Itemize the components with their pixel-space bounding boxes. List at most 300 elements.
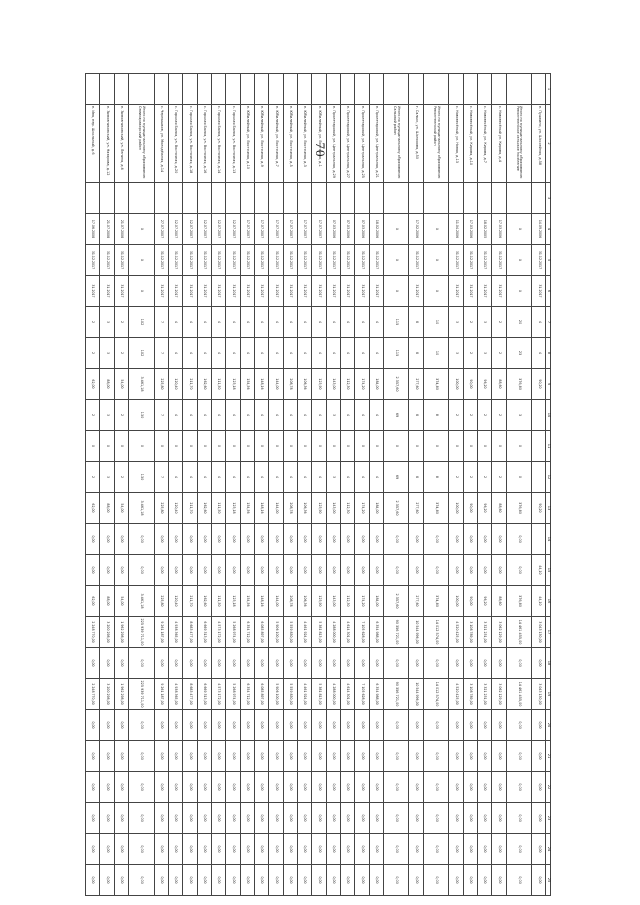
table-cell: 0,00	[532, 803, 546, 834]
table-cell	[100, 183, 114, 214]
table-cell: 0,00	[383, 710, 409, 741]
table-cell: 174,20	[355, 369, 369, 400]
table-cell	[183, 183, 197, 214]
table-cell: 0,00	[423, 648, 449, 679]
table-cell: 4 520 425,00	[449, 679, 463, 710]
table-cell: 4	[340, 400, 354, 431]
table-cell: 4	[254, 400, 268, 431]
table-cell: 102	[129, 338, 155, 369]
table-cell: 14 461 455,00	[506, 617, 532, 648]
address-cell: п. Зимовниковский, ул. Назарова, д.12	[100, 105, 114, 183]
table-cell: 0,00	[449, 834, 463, 865]
table-cell: 0,00	[355, 772, 369, 803]
table-cell: 0,00	[183, 524, 197, 555]
table-cell	[532, 462, 546, 493]
table-cell: 4	[226, 338, 240, 369]
table-cell: 4 614 301,00	[340, 617, 354, 648]
table-cell: 4	[369, 338, 383, 369]
column-number: 16	[546, 586, 551, 617]
column-number: 2	[546, 105, 551, 183]
table-cell: 0,00	[86, 741, 100, 772]
table-cell: 4	[269, 462, 283, 493]
table-cell: 184,00	[369, 493, 383, 524]
table-cell	[86, 183, 100, 214]
table-cell: 88,60	[492, 586, 506, 617]
table-cell: 225,80	[154, 586, 168, 617]
table-cell: 0	[254, 431, 268, 462]
table-cell: 1 962 298,00	[114, 679, 128, 710]
table-cell: 6 354 712,00	[240, 679, 254, 710]
table-cell: 0	[154, 431, 168, 462]
resettlement-table	[85, 73, 551, 896]
table-cell: 0,00	[492, 648, 506, 679]
table-cell: 0,00	[211, 834, 225, 865]
address-cell: п. Зимовниковский, ул. Ленина, д.6	[114, 105, 128, 183]
table-cell: 0,00	[369, 865, 383, 896]
table-cell	[326, 183, 340, 214]
table-cell: 0,00	[355, 524, 369, 555]
table-cell: 0,00	[340, 772, 354, 803]
table-cell: 12.07.2007	[183, 214, 197, 245]
table-cell: 0,00	[154, 710, 168, 741]
table-cell: 0,00	[226, 834, 240, 865]
table-cell: 0,00	[100, 524, 114, 555]
table-cell: 90,00	[463, 369, 477, 400]
table-cell: 4	[168, 338, 182, 369]
table-cell: 5 559 830,00	[283, 617, 297, 648]
table-cell	[463, 183, 477, 214]
table-cell: 31.12.2017	[86, 245, 100, 276]
table-cell: 0,00	[297, 803, 311, 834]
table-cell: 0,00	[326, 710, 340, 741]
table-cell: 4	[168, 400, 182, 431]
table-cell: 31.2017	[409, 276, 423, 307]
table-cell: 0,00	[226, 524, 240, 555]
table-cell: 6 085 897,00	[254, 679, 268, 710]
table-cell: 111,50	[211, 493, 225, 524]
table-cell: 3 200 298,00	[100, 679, 114, 710]
table-cell: 102	[129, 307, 155, 338]
table-body	[86, 74, 546, 896]
table-cell	[355, 74, 369, 105]
table-cell: 54,00	[114, 493, 128, 524]
table-cell: 225,80	[154, 369, 168, 400]
table-cell: 17.07.2007	[283, 214, 297, 245]
table-cell: 374,80	[423, 586, 449, 617]
column-number: 18	[546, 648, 551, 679]
table-cell: 2	[86, 338, 100, 369]
table-cell: 0,00	[114, 648, 128, 679]
table-cell: 0,00	[197, 710, 211, 741]
table-cell: 5 268 974,00	[226, 679, 240, 710]
table-cell: 4	[197, 307, 211, 338]
table-cell: 21.07.2008	[114, 214, 128, 245]
table-cell: 12.07.2007	[226, 214, 240, 245]
table-cell	[477, 183, 491, 214]
table-cell: 6 354 712,00	[240, 617, 254, 648]
column-number: 1	[546, 74, 551, 105]
table-cell: 0,00	[312, 710, 326, 741]
table-cell: 4	[355, 307, 369, 338]
table-cell: 07.03.2006	[355, 214, 369, 245]
table-cell: 0,00	[449, 710, 463, 741]
table-cell: 31.2017	[477, 276, 491, 307]
table-cell: 0,00	[492, 710, 506, 741]
table-cell: 0	[477, 431, 491, 462]
table-cell: 0,00	[226, 803, 240, 834]
table-cell: 0,00	[168, 865, 182, 896]
table-cell: 0,00	[409, 555, 423, 586]
table-cell: 3 108 789,00	[463, 617, 477, 648]
table-cell: 0,00	[340, 555, 354, 586]
table-cell: 6 669 313,00	[197, 679, 211, 710]
table-cell: 7	[154, 338, 168, 369]
table-cell: 0,00	[340, 803, 354, 834]
table-cell: 0,00	[340, 834, 354, 865]
table-cell: 31.12.2017	[463, 245, 477, 276]
table-cell	[355, 183, 369, 214]
table-cell: 31.2017	[183, 276, 197, 307]
table-cell: 0,00	[154, 772, 168, 803]
table-cell: 07.03.2006	[326, 214, 340, 245]
table-cell: 0,00	[254, 834, 268, 865]
table-cell: 2	[86, 307, 100, 338]
table-cell: 0,00	[312, 772, 326, 803]
table-cell: 4	[297, 338, 311, 369]
table-cell: 2 357,60	[383, 369, 409, 400]
table-cell: 2 357,60	[383, 586, 409, 617]
table-cell: 115	[383, 307, 409, 338]
column-number: 11	[546, 431, 551, 462]
table-row	[326, 74, 340, 896]
table-cell: 0,00	[409, 803, 423, 834]
table-cell: 0,00	[355, 865, 369, 896]
table-cell: 4	[226, 307, 240, 338]
table-cell: 4	[340, 307, 354, 338]
table-cell: 0,00	[129, 741, 155, 772]
table-row	[340, 74, 354, 896]
address-cell: п. Юбилейный, ул. Восточная, д.7	[269, 105, 283, 183]
table-cell: 0,00	[492, 834, 506, 865]
table-cell: 0,00	[355, 710, 369, 741]
address-cell: п. Пролетарский, ул. Центральная, д.21	[369, 105, 383, 183]
table-cell: 4 614 301,00	[340, 679, 354, 710]
table-cell: 2	[86, 462, 100, 493]
table-cell: 3 108 789,00	[463, 679, 477, 710]
table-cell: 0,00	[197, 741, 211, 772]
table-row	[532, 74, 546, 896]
total-row	[423, 74, 449, 896]
table-cell: 2 248 770,00	[86, 679, 100, 710]
table-cell: 3	[100, 307, 114, 338]
table-cell: 0,00	[183, 865, 197, 896]
table-cell: 6 354 988,00	[369, 617, 383, 648]
table-cell: 10 544 996,00	[409, 617, 423, 648]
table-cell: 31.2017	[269, 276, 283, 307]
address-cell: п. Пролетарский, ул. Центральная, д.27	[340, 105, 354, 183]
table-cell: 31.12.2017	[114, 245, 128, 276]
table-cell: 4	[197, 400, 211, 431]
table-cell: 0,00	[269, 803, 283, 834]
table-cell: 123,90	[312, 493, 326, 524]
table-cell: 144,00	[269, 493, 283, 524]
table-cell: 0,00	[100, 865, 114, 896]
table-cell: 4	[211, 462, 225, 493]
table-cell	[423, 74, 449, 105]
table-cell: 0,00	[326, 772, 340, 803]
table-cell	[129, 183, 155, 214]
table-cell: 0,00	[477, 772, 491, 803]
table-cell: 0,00	[423, 865, 449, 896]
table-cell	[114, 74, 128, 105]
table-cell: 106,36	[297, 586, 311, 617]
table-cell: 0,00	[183, 741, 197, 772]
table-cell: 0,00	[506, 555, 532, 586]
table-cell: 4	[211, 338, 225, 369]
address-cell: с. Горькая Балка, ул. Восточная, д.20	[168, 105, 182, 183]
table-cell: 17.02.2006	[409, 214, 423, 245]
table-cell: 5 381 813,00	[312, 679, 326, 710]
table-cell: 31.12.2017	[340, 245, 354, 276]
table-cell: 0,00	[383, 834, 409, 865]
table-cell: 0,00	[383, 555, 409, 586]
table-cell: 376,80	[506, 369, 532, 400]
table-cell: 4	[283, 462, 297, 493]
table-cell: 0,00	[226, 710, 240, 741]
table-cell: 62,00	[86, 493, 100, 524]
table-cell: 0,00	[492, 555, 506, 586]
table-cell: 31.12.2017	[154, 245, 168, 276]
table-cell: 31.2017	[154, 276, 168, 307]
table-cell: 374,80	[423, 369, 449, 400]
table-cell: 14 012 574,00	[423, 679, 449, 710]
table-cell: 123,18	[226, 493, 240, 524]
table-cell	[240, 74, 254, 105]
table-cell: 0	[463, 431, 477, 462]
table-cell: 174,20	[355, 493, 369, 524]
table-cell: 0,00	[477, 865, 491, 896]
table-cell: 11.04.2006	[449, 214, 463, 245]
table-cell: 0	[326, 431, 340, 462]
table-cell: 0	[100, 431, 114, 462]
table-cell: 54,00	[114, 369, 128, 400]
table-cell: 0,00	[211, 803, 225, 834]
table-cell: 0,00	[506, 865, 532, 896]
table-row	[409, 74, 423, 896]
table-cell	[409, 183, 423, 214]
table-cell: 27.07.2007	[154, 214, 168, 245]
table-row	[449, 74, 463, 896]
table-cell: 88,00	[100, 586, 114, 617]
table-cell: 4	[312, 338, 326, 369]
table-cell: 0,00	[409, 710, 423, 741]
table-cell: 0	[283, 431, 297, 462]
table-row	[211, 74, 225, 896]
address-cell: п. Юбилейный, ул. Восточная, д.3	[297, 105, 311, 183]
table-cell: 0,00	[423, 710, 449, 741]
table-cell: 31.12.2017	[254, 245, 268, 276]
table-cell: X	[506, 214, 532, 245]
table-cell: 208,78	[283, 493, 297, 524]
table-cell: 0,00	[254, 524, 268, 555]
table-cell: 123,90	[312, 369, 326, 400]
table-cell: 0,00	[211, 710, 225, 741]
table-cell: 374,80	[423, 493, 449, 524]
table-cell: 0,00	[423, 803, 449, 834]
table-cell: 4	[340, 338, 354, 369]
table-cell	[383, 74, 409, 105]
table-row	[168, 74, 182, 896]
table-cell	[312, 74, 326, 105]
table-cell: 44,10	[532, 586, 546, 617]
total-row	[129, 74, 155, 896]
table-cell: 8	[423, 400, 449, 431]
table-cell: 0,00	[532, 648, 546, 679]
table-cell: 4	[168, 307, 182, 338]
table-cell: 0,00	[463, 555, 477, 586]
table-cell: 0,00	[463, 648, 477, 679]
table-cell: 0,00	[312, 741, 326, 772]
table-cell: 3	[477, 338, 491, 369]
table-cell: 0,00	[369, 803, 383, 834]
table-cell: 0,00	[269, 834, 283, 865]
table-cell: 12.07.2007	[197, 214, 211, 245]
table-cell: X	[506, 276, 532, 307]
table-cell: 9 261 187,00	[154, 617, 168, 648]
table-cell	[463, 74, 477, 105]
table-cell: 0,00	[240, 648, 254, 679]
table-cell: 0	[168, 431, 182, 462]
table-cell: 17.07.2007	[312, 214, 326, 245]
table-cell: 0,00	[114, 741, 128, 772]
table-cell: 90,20	[532, 369, 546, 400]
table-cell: 0,00	[211, 524, 225, 555]
address-cell: п. Юбилейный, ул. Восточная, д.5	[283, 105, 297, 183]
table-cell: 0,00	[240, 865, 254, 896]
table-cell: 0,00	[369, 710, 383, 741]
table-cell: 17.03.2006	[492, 214, 506, 245]
table-cell: 2	[114, 338, 128, 369]
table-cell: 31.12.2017	[240, 245, 254, 276]
table-cell: 4	[240, 338, 254, 369]
table-cell: 0,00	[383, 772, 409, 803]
table-cell: 0	[211, 431, 225, 462]
table-cell: 0,00	[340, 524, 354, 555]
table-cell: 2	[114, 307, 128, 338]
table-cell	[423, 183, 449, 214]
table-cell: 4	[283, 400, 297, 431]
table-cell: 0,00	[449, 555, 463, 586]
table-cell: 0	[240, 431, 254, 462]
table-cell: 0,00	[226, 741, 240, 772]
column-number: 4	[546, 214, 551, 245]
address-cell: с. Нововесёлый, ул. Кирова, д.7	[477, 105, 491, 183]
table-cell: 130	[129, 462, 155, 493]
table-cell: 211,70	[183, 586, 197, 617]
table-cell: 31.12.2017	[532, 245, 546, 276]
address-cell: п. Юбилейный, ул. Восточная, д.10	[240, 105, 254, 183]
table-cell: 0,00	[86, 803, 100, 834]
table-cell: 6 085 897,00	[254, 617, 268, 648]
table-cell: 0,00	[409, 648, 423, 679]
table-cell: 0	[312, 431, 326, 462]
table-cell: 2	[114, 462, 128, 493]
table-cell: 2	[114, 400, 128, 431]
column-number: 9	[546, 369, 551, 400]
table-cell: 14 461 455,00	[506, 679, 532, 710]
table-cell: 2 357,60	[383, 493, 409, 524]
table-cell: 0,00	[211, 648, 225, 679]
table-cell: 0,00	[423, 555, 449, 586]
table-cell: 31.2017	[197, 276, 211, 307]
table-row	[100, 74, 114, 896]
table-cell: 0,00	[297, 834, 311, 865]
address-cell: с. Нововесёлый, ул. Новая, д.13	[449, 105, 463, 183]
table-cell: 31.12.2017	[269, 245, 283, 276]
table-frame	[85, 73, 551, 884]
table-cell: 0,00	[340, 648, 354, 679]
table-cell: 0,00	[283, 710, 297, 741]
table-cell: 31.2017	[312, 276, 326, 307]
table-cell	[326, 74, 340, 105]
table-cell: 14.09.2006	[532, 214, 546, 245]
table-cell	[312, 183, 326, 214]
table-cell	[283, 183, 297, 214]
table-cell: 0,00	[154, 524, 168, 555]
table-cell: 0,00	[183, 710, 197, 741]
address-cell: Итого по муниципальному образованию Ремонтненский район	[423, 105, 449, 183]
address-cell: п. Пролетарский, ул. Центральная, д.29	[326, 105, 340, 183]
table-cell: 0,00	[168, 648, 182, 679]
table-cell: 0	[506, 431, 532, 462]
table-cell: 0,00	[283, 524, 297, 555]
table-cell: 0,00	[283, 803, 297, 834]
table-cell: 0,00	[197, 865, 211, 896]
table-cell: 31.12.2017	[312, 245, 326, 276]
address-cell: с. Горькая Балка, ул. Восточная, д.16	[197, 105, 211, 183]
table-cell: 4	[254, 462, 268, 493]
table-cell: 96,20	[477, 493, 491, 524]
address-cell: с. Чернышков, ул. Молодёжная, д.14	[154, 105, 168, 183]
table-cell: 31.12.2017	[326, 245, 340, 276]
table-cell	[449, 74, 463, 105]
table-cell: 0	[226, 431, 240, 462]
table-cell: X	[383, 276, 409, 307]
column-number: 25	[546, 865, 551, 896]
table-cell: 4	[340, 462, 354, 493]
table-cell: 0,00	[477, 803, 491, 834]
table-row	[114, 74, 128, 896]
table-cell: 10 544 996,00	[409, 679, 423, 710]
table-cell: 31.2017	[226, 276, 240, 307]
table-cell: 0,00	[383, 865, 409, 896]
table-cell: 0	[506, 462, 532, 493]
table-cell: 2	[463, 400, 477, 431]
table-cell: 4	[211, 307, 225, 338]
table-row	[154, 74, 168, 896]
table-cell: 0	[383, 431, 409, 462]
table-cell: 4	[240, 400, 254, 431]
table-cell: 0,00	[100, 710, 114, 741]
table-cell: 0,00	[477, 710, 491, 741]
table-cell: 7	[154, 307, 168, 338]
table-cell: 4	[269, 400, 283, 431]
table-cell: 0,00	[114, 803, 128, 834]
table-cell: 3	[506, 400, 532, 431]
table-cell: 0,00	[86, 772, 100, 803]
table-cell: 0,00	[297, 865, 311, 896]
address-cell: Итого по муниципальному образованию Семикаракорский район	[129, 105, 155, 183]
